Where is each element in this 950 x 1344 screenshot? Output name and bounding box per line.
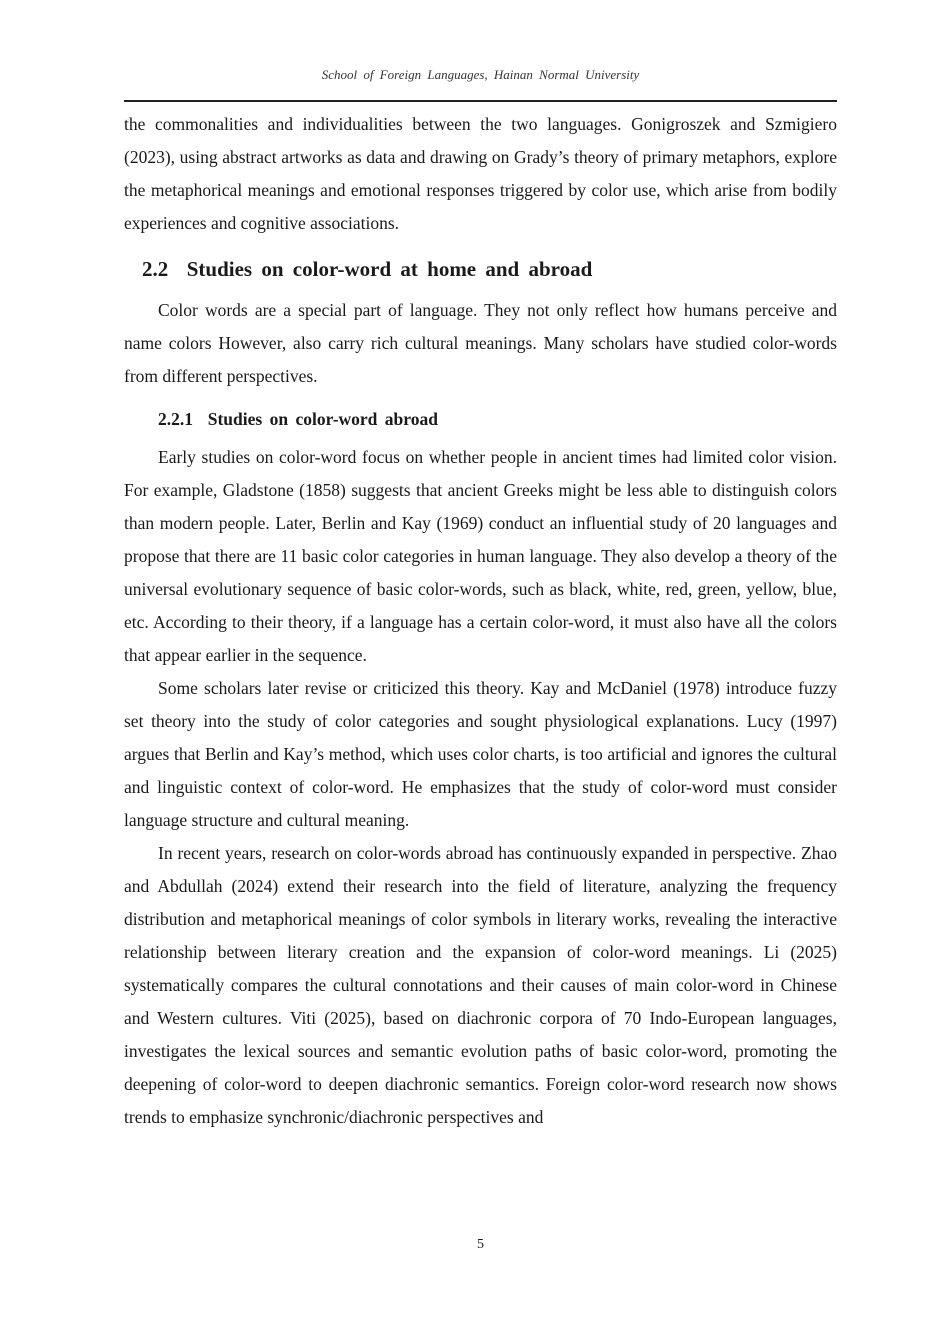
section-title: Studies on color-word at home and abroad (186, 257, 593, 281)
section-number: 2.2 (142, 257, 169, 281)
body-paragraph: In recent years, research on color-words abroad has continuously expanded in perspective. Zhao and Abdullah (2024) extend their research into the field of literature, analyzing the frequency distribution and metaphorical meanings of color symbols in literary works, revealing the interactive relationship between literary creation and the expansion of color-word meanings. Li (2025) systematically compares the cultural connotations and their causes of main color-word in Chinese and Western cultures. Viti (2025), based on diachronic corpora of 70 Indo-European languages, investigates the lexical sources and semantic evolution paths of basic color-word, promoting the deepening of color-word to deepen diachronic semantics. Foreign color-word research now shows trends to emphasize synchronic/diachronic perspectives and (124, 843, 837, 1127)
section-intro-paragraph: Color words are a special part of language. They not only reflect how humans perceive and name colors However, also carry rich cultural meanings. Many scholars have studied color-words from different perspectives. (124, 300, 837, 386)
running-header: School of Foreign Languages, Hainan Normal University (321, 67, 640, 82)
subsection-heading-2-2-1 (158, 403, 837, 435)
page-number: 5 (477, 1237, 484, 1252)
page-body (124, 108, 837, 1134)
subsection-title: Studies on color-word abroad (207, 409, 438, 429)
body-paragraph: Some scholars later revise or criticized this theory. Kay and McDaniel (1978) introduce fuzzy set theory into the study of color categories and sought physiological explanations. Lucy (1997) argues that Berlin and Kay’s method, which uses color charts, is too artificial and ignores the cultural and linguistic context of color-word. He emphasizes that the study of color-word must consider language structure and cultural meaning. (124, 678, 837, 830)
subsection-number: 2.2.1 (158, 409, 193, 429)
section-heading-2-2 (142, 252, 837, 286)
header-rule (124, 100, 837, 102)
paragraph-continued: the commonalities and individualities between the two languages. Gonigroszek and Szmigiero (2023), using abstract artworks as data and drawing on Grady’s theory of primary metaphors, explore the metaphorical meanings and emotional responses triggered by color use, which arise from bodily experiences and cognitive associations. (124, 114, 837, 233)
body-paragraph: Early studies on color-word focus on whether people in ancient times had limited color vision. For example, Gladstone (1858) suggests that ancient Greeks might be less able to distinguish colors than modern people. Later, Berlin and Kay (1969) conduct an influential study of 20 languages and propose that there are 11 basic color categories in human language. They also develop a theory of the universal evolutionary sequence of basic color-words, such as black, white, red, green, yellow, blue, etc. According to their theory, if a language has a certain color-word, it must also have all the colors that appear earlier in the sequence. (124, 447, 837, 665)
